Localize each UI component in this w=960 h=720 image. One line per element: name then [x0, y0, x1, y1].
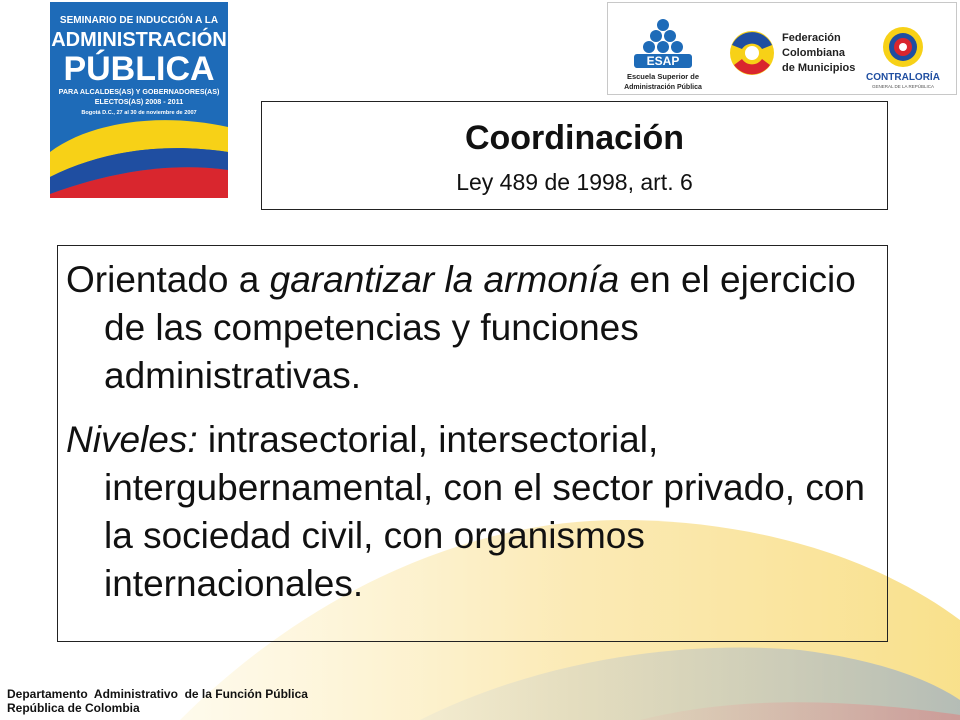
partner-logos: [607, 2, 957, 95]
seminar-logo-line3: PÚBLICA: [63, 50, 215, 88]
seminar-logo-line2: ADMINISTRACIÓN: [51, 29, 227, 51]
seminar-logo-line5: ELECTOS(AS) 2008 - 2011: [94, 97, 184, 106]
esap-acronym: ESAP: [646, 54, 680, 68]
fcm-line3: de Municipios: [782, 62, 856, 74]
p1-italic-phrase: garantizar la armonía: [269, 259, 620, 300]
contraloria-name: CONTRALORÍA: [866, 72, 940, 83]
p1-text-start: Orientado a: [66, 259, 270, 300]
footer-line1: Departamento Administrativo de la Función Pública: [7, 687, 308, 701]
paragraph-orientation: [66, 256, 904, 400]
slide-subtitle: Ley 489 de 1998, art. 6: [456, 169, 693, 195]
p2-text: intrasectorial, intersectorial, intergubernamental, con el sector privado, con la sociedad civil, con organismos internacionales.: [104, 419, 865, 604]
esap-logo: [618, 17, 728, 95]
seminar-logo-line6: Bogotá D.C., 27 al 30 de noviembre de 2007: [81, 110, 197, 116]
footer: [7, 687, 308, 715]
fcm-line1: Federación: [782, 32, 841, 44]
seminar-logo: [50, 2, 228, 198]
p2-italic-label: Niveles:: [66, 419, 198, 460]
title-box: [261, 101, 888, 210]
contraloria-sub: GENERAL DE LA REPÚBLICA: [871, 84, 935, 89]
fcm-line2: Colombiana: [782, 47, 845, 59]
esap-line1: Escuela Superior de: [626, 72, 700, 81]
seminar-logo-line1: SEMINARIO DE INDUCCIÓN A LA: [59, 15, 219, 26]
content-box: [57, 245, 888, 642]
footer-line2: República de Colombia: [7, 701, 140, 715]
paragraph-levels: [66, 416, 904, 608]
p1-text-end: en el ejercicio de las competencias y funciones administrativas.: [104, 259, 856, 396]
esap-line2: Administración Pública: [624, 84, 702, 91]
seminar-logo-line4: PARA ALCALDES(AS) Y GOBERNADORES(AS): [58, 87, 220, 96]
contraloria-logo: [853, 23, 953, 93]
slide-title: Coordinación: [464, 119, 685, 157]
fcm-logo: [726, 23, 856, 83]
